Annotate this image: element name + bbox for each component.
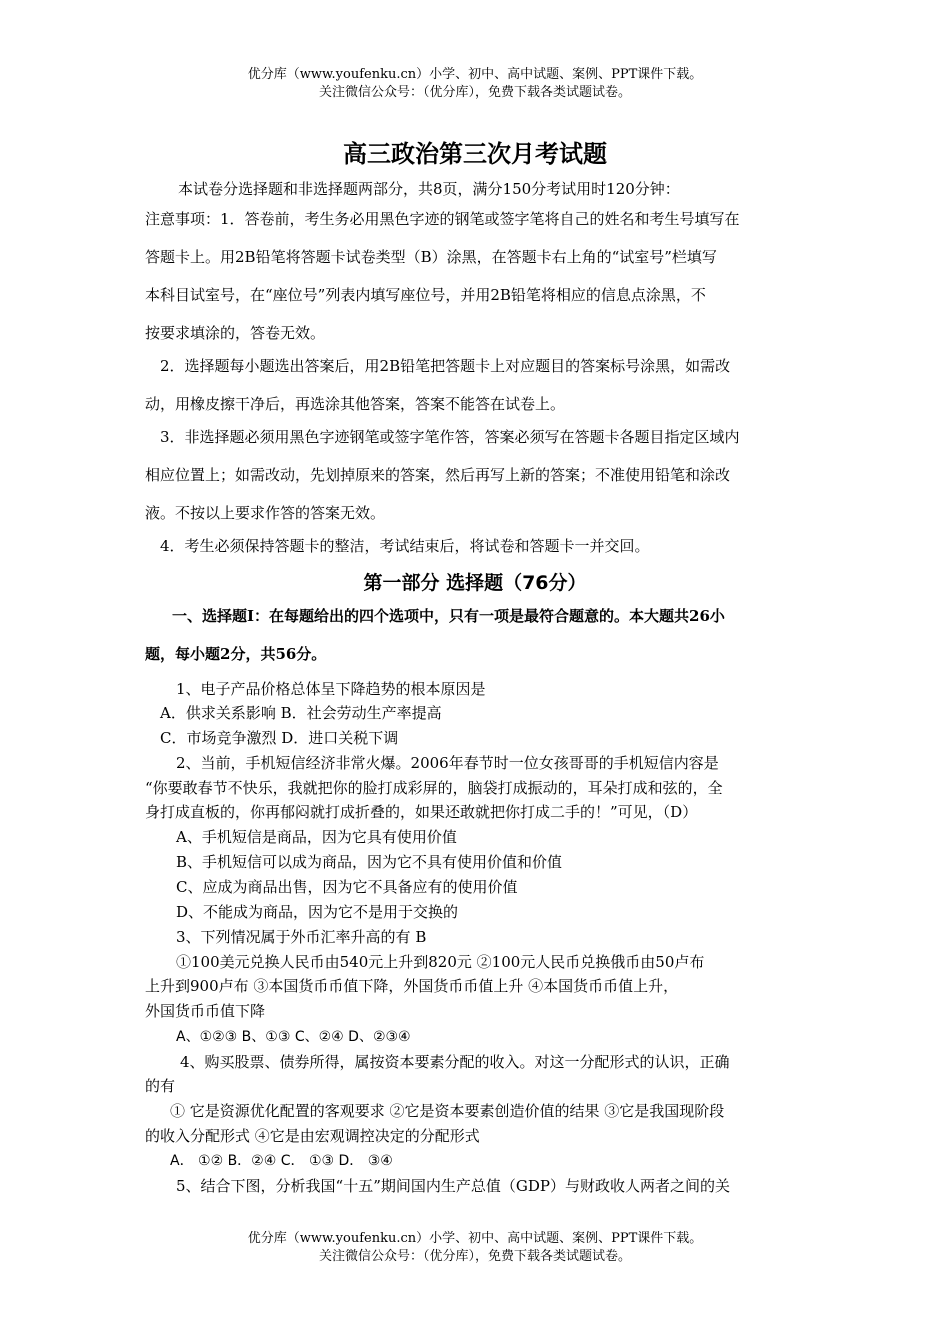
question-text: 身打成直板的，你再郁闷就打成折叠的，如果还敢就把你打成二手的！”可见，（D）	[145, 803, 698, 821]
question-text: 4、购买股票、债券所得，属按资本要素分配的收入。对这一分配形式的认识，正确	[180, 1053, 730, 1071]
question-option: A．供求关系影响 B．社会劳动生产率提高	[160, 704, 442, 722]
note-line: 注意事项：1．答卷前，考生务必用黑色字迹的钢笔或签字笔将自己的姓名和考生号填写在	[145, 210, 740, 228]
question-option: A、手机短信是商品，因为它具有使用价值	[176, 828, 457, 846]
footer-line-1: 优分库（www.youfenku.cn）小学、初中、高中试题、案例、PPT课件下载。	[247, 1231, 703, 1246]
footer-line-2: 关注微信公众号：（优分库），免费下载各类试题试卷。	[318, 1249, 631, 1264]
note-line: 动，用橡皮擦干净后，再选涂其他答案，答案不能答在试卷上。	[145, 395, 566, 413]
note-line: 3．非选择题必须用黑色字迹钢笔或签字笔作答，答案必须写在答题卡各题目指定区域内	[160, 428, 740, 446]
intro-text: 本试卷分选择题和非选择题两部分，共8页，满分150分考试用时120分钟：	[178, 180, 680, 198]
note-line: 按要求填涂的，答卷无效。	[145, 324, 326, 342]
section-description: 题，每小题2分，共56分。	[145, 645, 327, 663]
question-text: 2、当前，手机短信经济非常火爆。2006年春节时一位女孩哥哥的手机短信内容是	[176, 754, 719, 772]
section-title: 第一部分 选择题（76分）	[363, 572, 587, 594]
note-line: 本科目试室号，在“座位号”列表内填写座位号，并用2B铅笔将相应的信息点涂黑，不	[145, 286, 706, 304]
question-text: 上升到900卢布 ③本国货币币值下降，外国货币币值上升 ④本国货币币值上升，	[145, 977, 679, 995]
question-option: B、手机短信可以成为商品，因为它不具有使用价值和价值	[176, 853, 563, 871]
note-line: 相应位置上；如需改动，先划掉原来的答案，然后再写上新的答案；不准使用铅笔和涂改	[145, 466, 731, 484]
question-option: C、应成为商品出售，因为它不具备应有的使用价值	[176, 878, 518, 896]
note-line: 答题卡上。用2B铅笔将答题卡试卷类型（B）涂黑，在答题卡右上角的“试室号”栏填写	[145, 248, 717, 266]
question-text: 的有	[145, 1077, 176, 1095]
question-text: 3、下列情况属于外币汇率升高的有 B	[176, 928, 427, 946]
header-line-2: 关注微信公众号：（优分库），免费下载各类试题试卷。	[318, 85, 631, 100]
note-line: 液。不按以上要求作答的答案无效。	[145, 504, 386, 522]
question-text: 外国货币币值下降	[145, 1002, 266, 1020]
question-text: ①100美元兑换人民币由540元上升到820元 ②100元人民币兑换俄币由50卢布	[176, 953, 705, 971]
question-option: C．市场竞争激烈 D．进口关税下调	[160, 729, 399, 747]
question-text: ① 它是资源优化配置的客观要求 ②它是资本要素创造价值的结果 ③它是我国现阶段	[170, 1102, 725, 1120]
question-option: D、不能成为商品，因为它不是用于交换的	[176, 903, 459, 921]
note-line: 2．选择题每小题选出答案后，用2B铅笔把答题卡上对应题目的答案标号涂黑，如需改	[160, 357, 731, 375]
header-line-1: 优分库（www.youfenku.cn）小学、初中、高中试题、案例、PPT课件下载。	[247, 67, 703, 82]
question-text: 的收入分配形式 ④它是由宏观调控决定的分配形式	[145, 1127, 480, 1145]
question-option: A、①②③ B、①③ C、②④ D、②③④	[176, 1029, 411, 1045]
question-text: 1、电子产品价格总体呈下降趋势的根本原因是	[176, 680, 486, 698]
page-title: 高三政治第三次月考试题	[343, 140, 607, 168]
question-option: A． ①② B．②④ C． ①③ D． ③④	[170, 1153, 393, 1169]
question-text: 5、结合下图，分析我国“十五”期间国内生产总值（GDP）与财政收人两者之间的关	[176, 1177, 730, 1195]
note-line: 4．考生必须保持答题卡的整洁，考试结束后，将试卷和答题卡一并交回。	[160, 537, 650, 555]
question-text: “你要敢春节不快乐，我就把你的脸打成彩屏的，脑袋打成振动的，耳朵打成和弦的，全	[145, 779, 723, 797]
section-description: 一、选择题Ⅰ：在每题给出的四个选项中，只有一项是最符合题意的。本大题共26小	[172, 607, 725, 625]
